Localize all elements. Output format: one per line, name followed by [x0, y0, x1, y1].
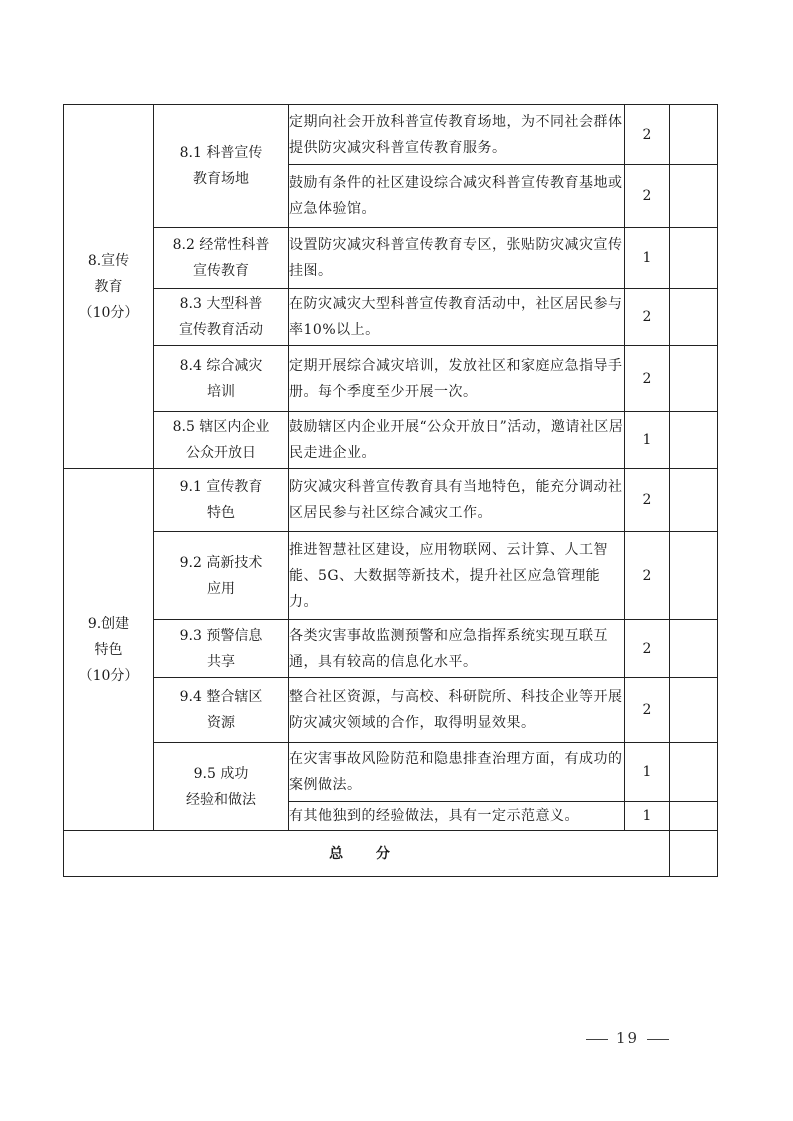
requirement-cell: 防灾减灾科普宣传教育具有当地特色，能充分调动社区居民参与社区综合减灾工作。	[289, 469, 625, 532]
requirement-cell: 在防灾减灾大型科普宣传教育活动中，社区居民参与率10%以上。	[289, 289, 625, 346]
score-cell: 2	[625, 105, 670, 165]
table-row	[64, 228, 718, 289]
table-row	[64, 532, 718, 620]
self-score-cell	[670, 165, 718, 228]
self-score-cell	[670, 802, 718, 831]
self-score-cell	[670, 412, 718, 469]
score-cell: 1	[625, 412, 670, 469]
self-score-cell	[670, 346, 718, 412]
self-score-cell	[670, 469, 718, 532]
requirement-cell: 整合社区资源，与高校、科研院所、科技企业等开展防灾减灾领域的合作，取得明显效果。	[289, 678, 625, 743]
score-cell: 1	[625, 228, 670, 289]
self-score-cell	[670, 620, 718, 678]
requirement-cell: 有其他独到的经验做法，具有一定示范意义。	[289, 802, 625, 831]
subcategory-cell: 9.4 整合辖区 资源	[154, 678, 289, 743]
requirement-cell: 鼓励有条件的社区建设综合减灾科普宣传教育基地或应急体验馆。	[289, 165, 625, 228]
subcategory-cell: 9.1 宣传教育 特色	[154, 469, 289, 532]
table-row	[64, 346, 718, 412]
subcategory-cell: 8.2 经常性科普 宣传教育	[154, 228, 289, 289]
total-label: 总 分	[64, 831, 670, 877]
table-row	[64, 620, 718, 678]
subcategory-cell: 9.2 高新技术 应用	[154, 532, 289, 620]
score-cell: 2	[625, 346, 670, 412]
requirement-cell: 定期开展综合减灾培训，发放社区和家庭应急指导手册。每个季度至少开展一次。	[289, 346, 625, 412]
subcategory-cell: 9.3 预警信息 共享	[154, 620, 289, 678]
table-row	[64, 743, 718, 802]
score-cell: 2	[625, 165, 670, 228]
self-score-cell	[670, 532, 718, 620]
evaluation-table	[63, 104, 718, 877]
requirement-cell: 在灾害事故风险防范和隐患排查治理方面，有成功的案例做法。	[289, 743, 625, 802]
requirement-cell: 设置防灾减灾科普宣传教育专区，张贴防灾减灾宣传挂图。	[289, 228, 625, 289]
table-row	[64, 412, 718, 469]
subcategory-cell: 9.5 成功 经验和做法	[154, 743, 289, 831]
self-score-cell	[670, 228, 718, 289]
self-score-cell	[670, 678, 718, 743]
category-cell: 8.宣传 教育 （10分）	[64, 105, 154, 469]
total-score-cell	[670, 831, 718, 877]
score-cell: 2	[625, 469, 670, 532]
score-cell: 1	[625, 743, 670, 802]
table-row	[64, 678, 718, 743]
score-cell: 2	[625, 532, 670, 620]
total-row	[64, 831, 718, 877]
subcategory-cell: 8.5 辖区内企业 公众开放日	[154, 412, 289, 469]
self-score-cell	[670, 743, 718, 802]
page-dash-left	[586, 1039, 608, 1040]
score-cell: 2	[625, 678, 670, 743]
subcategory-cell: 8.3 大型科普 宣传教育活动	[154, 289, 289, 346]
requirement-cell: 推进智慧社区建设，应用物联网、云计算、人工智能、5G、大数据等新技术，提升社区应急管理能力。	[289, 532, 625, 620]
category-cell: 9.创建 特色 （10分）	[64, 469, 154, 831]
requirement-cell: 定期向社会开放科普宣传教育场地，为不同社会群体提供防灾减灾科普宣传教育服务。	[289, 105, 625, 165]
self-score-cell	[670, 105, 718, 165]
page-number-value: 19	[616, 1029, 640, 1047]
page-number	[578, 1029, 677, 1047]
self-score-cell	[670, 289, 718, 346]
subcategory-cell: 8.4 综合减灾 培训	[154, 346, 289, 412]
table-row	[64, 289, 718, 346]
table-row	[64, 469, 718, 532]
score-cell: 2	[625, 620, 670, 678]
requirement-cell: 各类灾害事故监测预警和应急指挥系统实现互联互通，具有较高的信息化水平。	[289, 620, 625, 678]
table-row	[64, 105, 718, 165]
subcategory-cell: 8.1 科普宣传 教育场地	[154, 105, 289, 228]
score-cell: 1	[625, 802, 670, 831]
score-cell: 2	[625, 289, 670, 346]
requirement-cell: 鼓励辖区内企业开展“公众开放日”活动，邀请社区居民走进企业。	[289, 412, 625, 469]
page-dash-right	[647, 1039, 669, 1040]
